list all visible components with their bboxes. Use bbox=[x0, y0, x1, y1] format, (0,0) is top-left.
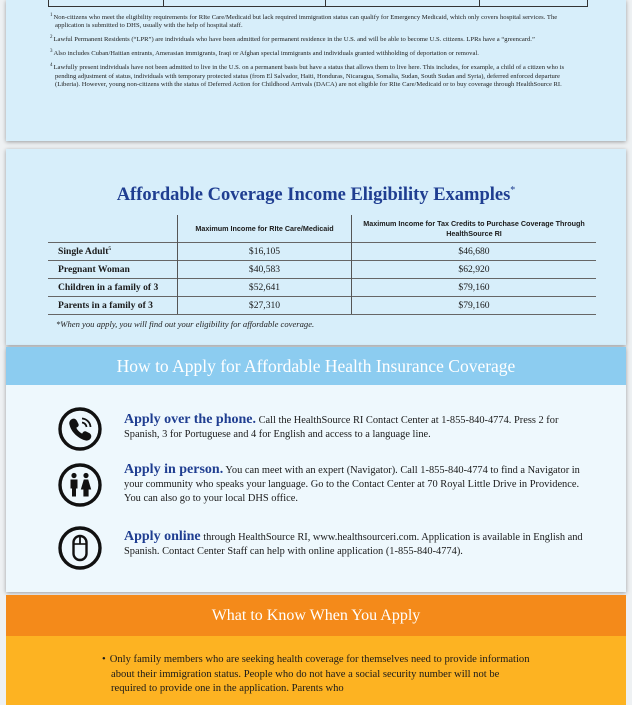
row-label: Parents in a family of 3 bbox=[48, 297, 178, 315]
apply-banner: How to Apply for Affordable Health Insurance Coverage bbox=[6, 347, 626, 385]
row-label: Pregnant Woman bbox=[48, 261, 178, 279]
know-banner: What to Know When You Apply bbox=[6, 595, 626, 636]
row-label: Single Adult$^5$ bbox=[48, 243, 178, 261]
footnote-4: $^4$Lawfully present individuals have not been admitted to live in the U.S. on a permanent basis but have a status that allows them to live here. This includes, for example, a child of a citizen who is pending adjustment of status, individuals with temporary protected status (from El Salvador, Haiti, Honduras, Nicaragua, Somalia, Sudan, South Sudan and Syria), deferred enforced departure (Liberia). However, young non-citizens with the status of Deferred Action for Childhood Arrivals (DACA) are not eligible for RIte Care/Medicaid or to buy coverage through HealthSource RI. bbox=[50, 63, 565, 88]
eligibility-table bbox=[48, 215, 596, 315]
tax-credit-value: $62,920 bbox=[352, 261, 597, 279]
tax-credit-value: $46,680 bbox=[352, 243, 597, 261]
footnotes-section bbox=[6, 0, 626, 141]
tax-credit-value: $79,160 bbox=[352, 297, 597, 315]
people-icon bbox=[58, 463, 102, 507]
header-tax-credits: Maximum Income for Tax Credits to Purchase Coverage Through HealthSource RI bbox=[352, 215, 597, 243]
income-eligibility-section bbox=[6, 149, 626, 345]
eligibility-note: *When you apply, you will find out your eligibility for affordable coverage. bbox=[56, 319, 315, 329]
apply-person-lead: Apply in person. bbox=[124, 462, 224, 477]
phone-icon bbox=[58, 407, 102, 451]
apply-online-text bbox=[124, 530, 596, 559]
apply-person-text bbox=[124, 463, 596, 505]
table-header-row bbox=[48, 215, 596, 243]
what-to-know-section bbox=[6, 595, 626, 705]
table-row bbox=[48, 279, 596, 297]
how-to-apply-section bbox=[6, 347, 626, 592]
know-bullet-list bbox=[102, 653, 536, 697]
table-row bbox=[48, 243, 596, 261]
footnote-1: $^1$Non-citizens who meet the eligibility requirements for RIte Care/Medicaid but lack required immigration status can qualify for Emergency Medicaid, which only covers hospital services. The application is submitted to DHS, usually with the help of hospital staff. bbox=[50, 13, 558, 30]
row-label: Children in a family of 3 bbox=[48, 279, 178, 297]
medicaid-value: $16,105 bbox=[178, 243, 352, 261]
tax-credit-value: $79,160 bbox=[352, 279, 597, 297]
medicaid-value: $40,583 bbox=[178, 261, 352, 279]
apply-person-body: You can meet with an expert (Navigator). Call 1-855-840-4774 to find a Navigator in your community who speaks your language. Go to the Contact Center at 70 Royal Little Drive in Providence. You can also go to your local DHS office. bbox=[124, 465, 580, 504]
table-row bbox=[48, 261, 596, 279]
table-row bbox=[48, 297, 596, 315]
apply-phone-body: Call the HealthSource RI Contact Center at 1-855-840-4774. Press 2 for Spanish, 3 for Portuguese and 4 for English and access to a language line. bbox=[124, 415, 559, 440]
apply-online-body: through HealthSource RI, www.healthsourceri.com. Application is available in English and Spanish. Contact Center Staff can help with online application (1-855-840-4774). bbox=[124, 532, 583, 557]
table-bottom-edge bbox=[48, 0, 588, 7]
medicaid-value: $52,641 bbox=[178, 279, 352, 297]
header-medicaid: Maximum Income for RIte Care/Medicaid bbox=[178, 215, 352, 243]
medicaid-value: $27,310 bbox=[178, 297, 352, 315]
apply-phone-text bbox=[124, 413, 596, 442]
income-title: Affordable Coverage Income Eligibility Examples* bbox=[116, 185, 516, 206]
footnote-list bbox=[50, 12, 586, 93]
footnote-3: $^3$Also includes Cuban/Haitian entrants, Amerasian immigrants, Iraqi or Afghan special immigrants and individuals granted withholding of deportation or removal. bbox=[50, 49, 479, 58]
apply-phone-lead: Apply over the phone. bbox=[124, 412, 256, 427]
header-blank bbox=[48, 215, 178, 243]
apply-online-lead: Apply online bbox=[124, 529, 201, 544]
list-item: • Only family members who are seeking health coverage for themselves need to provide information about their immigration status. People who do not have a social security number will not be required to provide one in the application. Parents who bbox=[102, 653, 536, 697]
mouse-icon bbox=[58, 526, 102, 570]
footnote-2: $^2$Lawful Permanent Residents (“LPR”) are individuals who have been admitted for permanent residence in the U.S. and will be able to become U.S. citizens. LPRs have a “greencard.” bbox=[50, 35, 535, 44]
